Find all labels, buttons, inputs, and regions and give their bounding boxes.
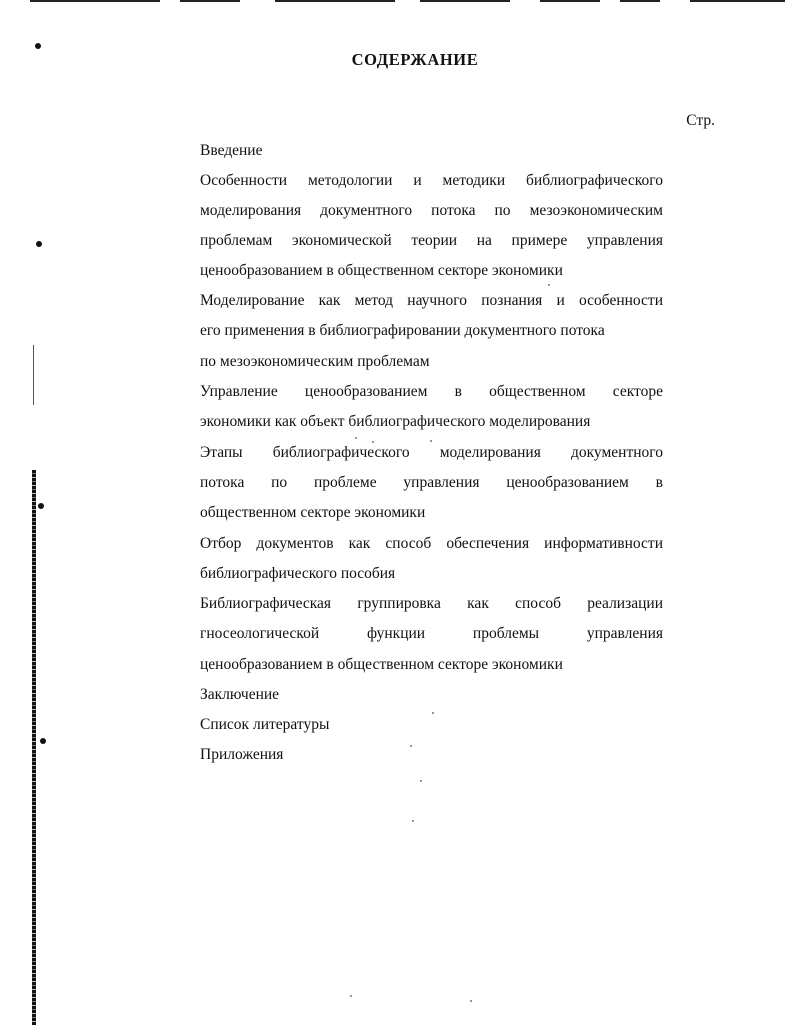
toc-entry-title: Приложения xyxy=(200,746,284,763)
toc-entry-title: Библиографическая группировка как способ реализации xyxy=(200,595,663,612)
toc-entry-title: Этапы библиографического моделирования документного xyxy=(200,444,663,461)
toc-entry-title: его применения в библиографировании документного потока xyxy=(200,322,605,339)
toc-entry-title: Моделирование как метод научного познания и особенности xyxy=(200,292,663,309)
scan-speck xyxy=(470,1000,472,1002)
toc-entry-title: потока по проблеме управления ценообразованием в xyxy=(200,474,663,491)
scan-border-top xyxy=(180,0,240,2)
toc-entry-title: проблемам экономической теории на примере управления xyxy=(200,232,663,249)
toc-entry-title: моделирования документного потока по мезоэкономическим xyxy=(200,202,663,219)
toc-entry-title: экономики как объект библиографического моделирования xyxy=(200,413,591,430)
toc-entry-title: гносеологической функции проблемы управления xyxy=(200,625,663,642)
toc-entry-title: Введение xyxy=(200,142,263,159)
scan-border-top xyxy=(620,0,660,2)
punch-hole-mark xyxy=(40,738,46,744)
scan-speck xyxy=(350,995,352,997)
punch-hole-mark xyxy=(35,43,41,49)
scan-border-left xyxy=(32,470,36,1025)
toc-entry-title: Отбор документов как способ обеспечения информативности xyxy=(200,535,663,552)
scan-border-left xyxy=(33,345,34,405)
punch-hole-mark xyxy=(38,503,44,509)
scan-speck xyxy=(412,820,414,822)
scan-border-top xyxy=(30,0,160,2)
toc-entry-title: ценообразованием в общественном секторе экономики xyxy=(200,656,563,673)
toc-entry-title: Заключение xyxy=(200,686,280,703)
toc-entry-title: Особенности методологии и методики библиографического xyxy=(200,172,663,189)
toc-entry-title: ценообразованием в общественном секторе экономики xyxy=(200,262,563,279)
scan-border-top xyxy=(420,0,510,2)
scan-border-top xyxy=(690,0,785,2)
toc-entry-title: Управление ценообразованием в общественном секторе xyxy=(200,383,663,400)
toc-entry-title: библиографического пособия xyxy=(200,565,396,582)
toc-entry-title: по мезоэкономическим проблемам xyxy=(200,353,430,370)
toc-entry-title: общественном секторе экономики xyxy=(200,504,426,521)
scan-border-top xyxy=(540,0,600,2)
page-title: СОДЕРЖАНИЕ xyxy=(351,50,479,69)
scan-border-top xyxy=(275,0,395,2)
scan-speck xyxy=(420,780,422,782)
page-column-header: Стр. xyxy=(686,112,715,129)
toc-entry-title: Список литературы xyxy=(200,716,330,733)
punch-hole-mark xyxy=(36,241,42,247)
